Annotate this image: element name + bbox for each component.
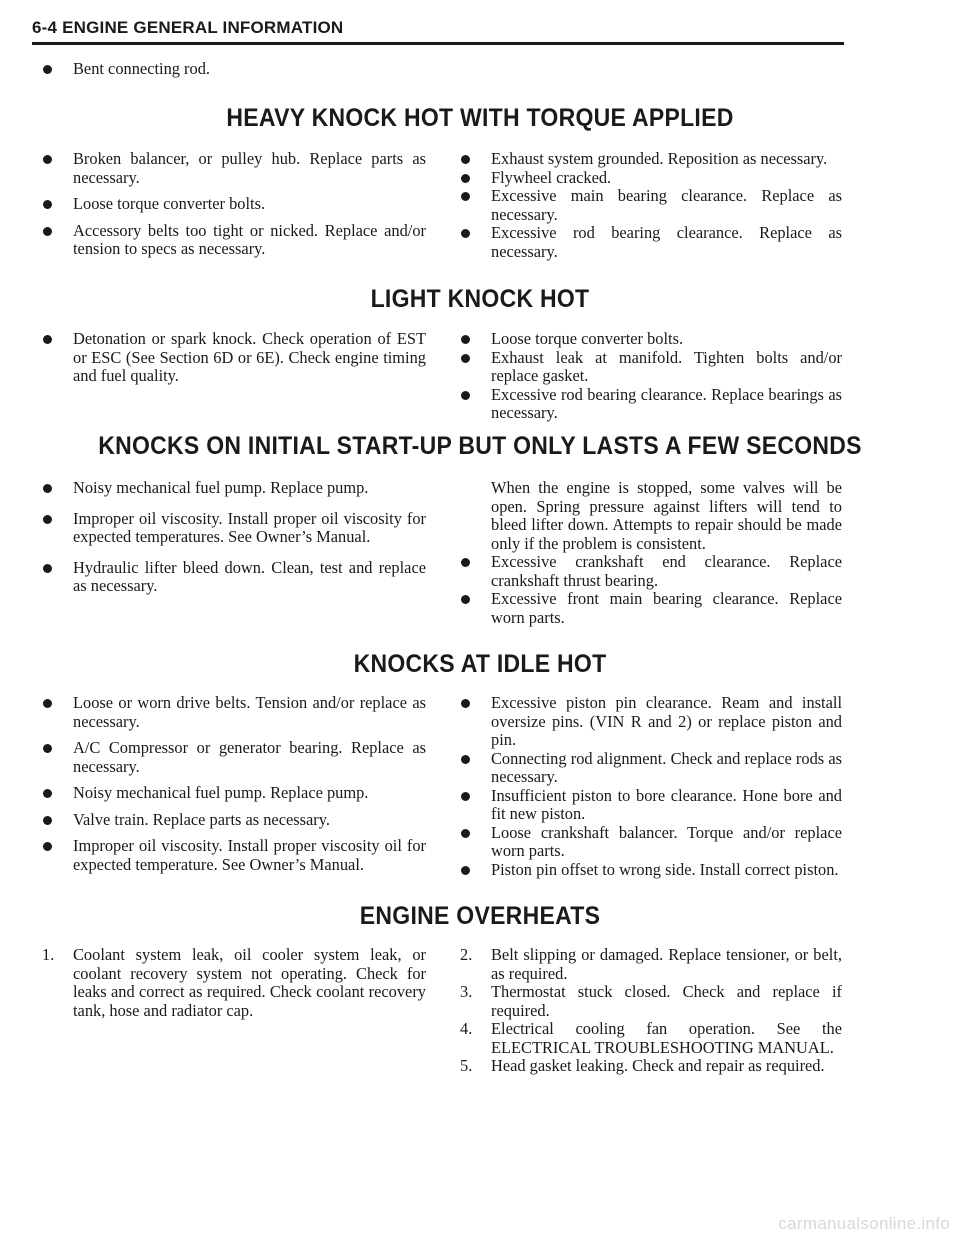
section-title-heavy-knock: HEAVY KNOCK HOT WITH TORQUE APPLIED [226,104,734,132]
bullet-icon [461,174,470,183]
numbered-item: 5. Head gasket leaking. Check and repair as required. [460,1056,825,1075]
list-item: A/C Compressor or generator bearing. Replace as necessary. [42,739,426,776]
list-item: Broken balancer, or pulley hub. Replace parts as necessary. [42,150,426,187]
startup-knock-right-column [460,479,842,627]
bullet-icon [43,200,52,209]
startup-knock-left-column [42,479,426,596]
list-item: Improper oil viscosity. Install proper oil viscosity for expected temperatures. See Owner’s Manual. [42,510,426,547]
list-item: Bent connecting rod. [42,60,426,79]
bullet-icon [461,866,470,875]
list-item: Loose or worn drive belts. Tension and/or replace as necessary. [42,694,426,731]
bullet-icon [461,755,470,764]
bullet-icon [461,229,470,238]
bullet-icon [43,699,52,708]
idle-knock-left-column [42,694,426,874]
list-item: Excessive piston pin clearance. Ream and install oversize pins. (VIN R and 2) or replace piston and pin. [460,694,842,750]
list-item: Detonation or spark knock. Check operation of EST or ESC (See Section 6D or 6E). Check engine timing and fuel quality. [42,330,426,386]
numbered-item: 1. Coolant system leak, oil cooler system leak, or coolant recovery system not operating. Check for leaks and correct as required. Check coolant recovery tank, hose and radiator cap. [42,945,426,1020]
bullet-icon [461,792,470,801]
bullet-icon [461,354,470,363]
bullet-icon [43,515,52,524]
list-item: Improper oil viscosity. Install proper viscosity oil for expected temperature. See Owner’s Manual. [42,837,426,874]
section-title-startup-knock: KNOCKS ON INITIAL START-UP BUT ONLY LASTS A FEW SECONDS [98,432,862,460]
heavy-knock-left-column [42,150,426,259]
list-item: Valve train. Replace parts as necessary. [42,811,426,830]
list-item: Insufficient piston to bore clearance. Hone bore and fit new piston. [460,787,842,824]
section-title-overheats: ENGINE OVERHEATS [359,902,601,930]
bullet-icon [461,192,470,201]
bullet-icon [461,335,470,344]
list-item: Flywheel cracked. [460,169,842,188]
numbered-item: 3. Thermostat stuck closed. Check and replace if required. [460,982,842,1020]
list-item: Connecting rod alignment. Check and replace rods as necessary. [460,750,842,787]
bullet-icon [43,484,52,493]
overheats-right-column [460,946,842,1076]
bullet-icon [43,564,52,573]
bullet-icon [461,155,470,164]
overheats-left-column [42,946,426,1020]
bullet-icon [461,699,470,708]
bullet-icon [43,789,52,798]
bullet-icon [43,335,52,344]
startup-knock-note: When the engine is stopped, some valves will be open. Spring pressure against lifters will tend to bleed lifter down. Attempts to repair should be made only if the problem is consistent. [491,478,842,553]
bullet-icon [461,391,470,400]
heavy-knock-right-column [460,150,842,261]
bullet-icon [461,595,470,604]
numbered-item: 2. Belt slipping or damaged. Replace tensioner, or belt, as required. [460,945,842,983]
watermark-text: carmanualsonline.info [778,1214,950,1233]
list-item: Loose torque converter bolts. [42,195,426,214]
section-title-light-knock: LIGHT KNOCK HOT [370,285,590,313]
bullet-icon [43,842,52,851]
idle-knock-right-column [460,694,842,879]
list-item: Piston pin offset to wrong side. Install correct piston. [460,861,842,880]
page-header-title: 6-4 ENGINE GENERAL INFORMATION [32,18,344,37]
bullet-icon [43,816,52,825]
bullet-icon [43,155,52,164]
intro-column [42,60,426,79]
numbered-item: 4. Electrical cooling fan operation. See the ELECTRICAL TROUBLESHOOTING MANUAL. [460,1019,842,1057]
bullet-icon [461,558,470,567]
list-item: Excessive rod bearing clearance. Replace as necessary. [460,224,842,261]
list-item: Excessive main bearing clearance. Replace as necessary. [460,187,842,224]
list-item: Loose torque converter bolts. [460,330,842,349]
bullet-icon [461,829,470,838]
bullet-icon [43,744,52,753]
bullet-icon [43,65,52,74]
list-item: Hydraulic lifter bleed down. Clean, test and replace as necessary. [42,559,426,596]
list-item: Exhaust system grounded. Reposition as necessary. [460,150,842,169]
list-item: Excessive crankshaft end clearance. Replace crankshaft thrust bearing. [460,553,842,590]
list-item: Accessory belts too tight or nicked. Replace and/or tension to specs as necessary. [42,222,426,259]
list-item: Loose crankshaft balancer. Torque and/or replace worn parts. [460,824,842,861]
list-item: Noisy mechanical fuel pump. Replace pump. [42,479,426,498]
list-item: Noisy mechanical fuel pump. Replace pump. [42,784,426,803]
list-item: Exhaust leak at manifold. Tighten bolts and/or replace gasket. [460,349,842,386]
section-title-idle-knock: KNOCKS AT IDLE HOT [353,650,607,678]
list-item: Excessive front main bearing clearance. Replace worn parts. [460,590,842,627]
light-knock-left-column [42,330,426,386]
bullet-icon [43,227,52,236]
header-rule [32,42,844,45]
light-knock-right-column [460,330,842,423]
list-item: Excessive rod bearing clearance. Replace bearings as necessary. [460,386,842,423]
